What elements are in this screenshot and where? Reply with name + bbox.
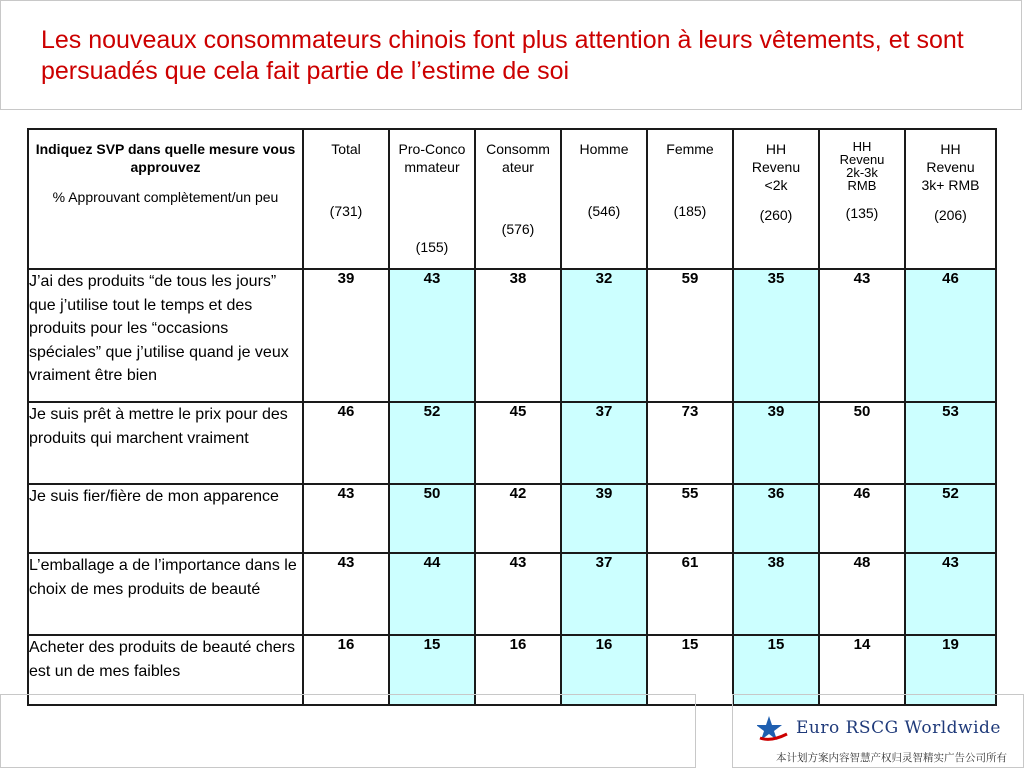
value-cell: 73	[647, 402, 733, 484]
value-cell: 16	[303, 635, 389, 705]
column-n: (731)	[329, 203, 363, 219]
value-cell: 43	[819, 269, 905, 402]
column-header-hh-revenu-2k-3k	[819, 129, 905, 269]
value-cell: 35	[733, 269, 819, 402]
value-cell: 48	[819, 553, 905, 635]
table-row	[28, 553, 996, 635]
column-label: Total	[331, 141, 361, 157]
value-cell: 16	[475, 635, 561, 705]
value-cell: 43	[389, 269, 475, 402]
column-label: Homme	[579, 141, 629, 157]
column-header-hh-revenu-3k-plus	[905, 129, 996, 269]
value-cell: 42	[475, 484, 561, 553]
column-n: (206)	[934, 207, 967, 223]
value-cell: 43	[475, 553, 561, 635]
column-n: (155)	[415, 239, 449, 255]
column-n: (576)	[501, 221, 535, 237]
question-subheader: % Approuvant complètement/un peu	[52, 189, 279, 205]
column-label: Femme	[666, 141, 714, 157]
column-label: HH Revenu 3k+ RMB	[921, 141, 980, 193]
value-cell: 39	[561, 484, 647, 553]
column-header-total	[303, 129, 389, 269]
value-cell: 52	[905, 484, 996, 553]
value-cell: 44	[389, 553, 475, 635]
value-cell: 38	[475, 269, 561, 402]
value-cell: 50	[819, 402, 905, 484]
table-row	[28, 484, 996, 553]
value-cell: 50	[389, 484, 475, 553]
value-cell: 32	[561, 269, 647, 402]
value-cell: 37	[561, 402, 647, 484]
row-label: L’emballage a de l’importance dans le choix de mes produits de beauté	[28, 553, 303, 635]
value-cell: 43	[303, 553, 389, 635]
column-header-pro-consommateur	[389, 129, 475, 269]
value-cell: 39	[733, 402, 819, 484]
column-label: Pro-Concommateur	[398, 141, 466, 175]
value-cell: 45	[475, 402, 561, 484]
row-label: Acheter des produits de beauté chers est un de mes faibles	[28, 635, 303, 705]
survey-table	[27, 128, 997, 706]
column-header-homme	[561, 129, 647, 269]
value-cell: 53	[905, 402, 996, 484]
column-label: HH Revenu <2k	[751, 141, 801, 193]
column-n: (135)	[845, 205, 879, 221]
value-cell: 46	[819, 484, 905, 553]
value-cell: 43	[303, 484, 389, 553]
header-row	[28, 129, 996, 269]
question-header-cell	[28, 129, 303, 269]
row-label: Je suis fier/fière de mon apparence	[28, 484, 303, 553]
table-row	[28, 269, 996, 402]
row-label: Je suis prêt à mettre le prix pour des produits qui marchent vraiment	[28, 402, 303, 484]
column-header-consommateur	[475, 129, 561, 269]
column-label: Consommateur	[486, 141, 550, 175]
value-cell: 46	[303, 402, 389, 484]
column-header-femme	[647, 129, 733, 269]
table-row	[28, 402, 996, 484]
column-n: (546)	[587, 203, 621, 219]
value-cell: 39	[303, 269, 389, 402]
value-cell: 43	[905, 553, 996, 635]
title-box	[0, 0, 1022, 110]
value-cell: 38	[733, 553, 819, 635]
slide-title: Les nouveaux consommateurs chinois font plus attention à leurs vêtements, et sont persuadés que cela fait partie de l’estime de soi	[41, 26, 964, 85]
value-cell: 14	[819, 635, 905, 705]
value-cell: 55	[647, 484, 733, 553]
value-cell: 15	[389, 635, 475, 705]
value-cell: 52	[389, 402, 475, 484]
value-cell: 61	[647, 553, 733, 635]
value-cell: 19	[905, 635, 996, 705]
column-n: (260)	[759, 207, 793, 223]
value-cell: 59	[647, 269, 733, 402]
column-header-hh-revenu-lt2k	[733, 129, 819, 269]
footer-left-box	[0, 694, 696, 768]
value-cell: 37	[561, 553, 647, 635]
column-label: HH Revenu 2k-3k RMB	[839, 139, 885, 193]
value-cell: 15	[733, 635, 819, 705]
question-header: Indiquez SVP dans quelle mesure vous approuvez	[35, 141, 296, 175]
value-cell: 46	[905, 269, 996, 402]
value-cell: 36	[733, 484, 819, 553]
copyright-notice: 本计划方案内容智慧产权归灵智精实广告公司所有	[776, 752, 1007, 764]
company-logo-text: Euro RSCG Worldwide	[796, 718, 1001, 738]
row-label: J’ai des produits “de tous les jours” que j’utilise tout le temps et des produits pour les “occasions spéciales” que j’utilise quand je veux vraiment être bien	[28, 269, 303, 402]
value-cell: 16	[561, 635, 647, 705]
value-cell: 15	[647, 635, 733, 705]
column-n: (185)	[673, 203, 707, 219]
